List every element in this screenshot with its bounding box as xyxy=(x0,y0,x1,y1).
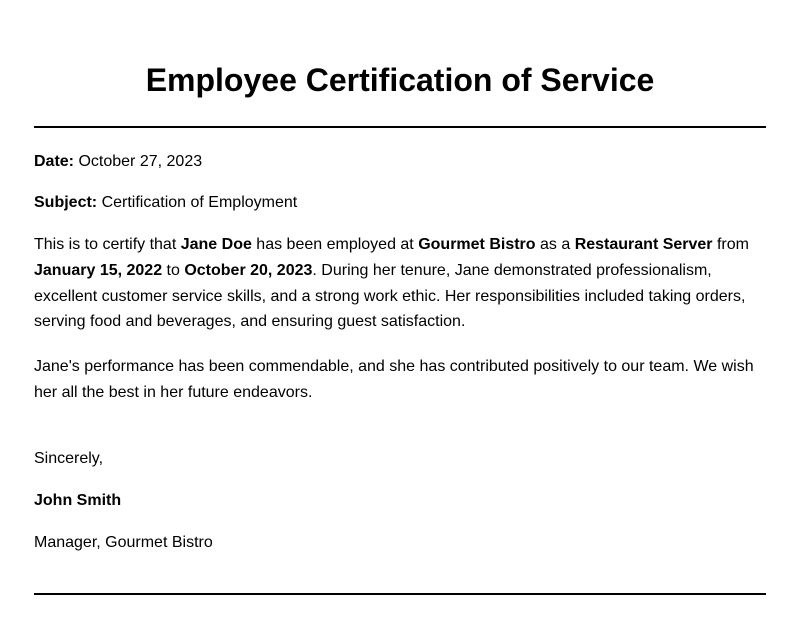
subject-value: Certification of Employment xyxy=(101,194,298,211)
subject-label: Subject: xyxy=(34,194,98,211)
certification-paragraph xyxy=(34,232,774,335)
body-text: . During her tenure, Jane demonstrated professionalism, excellent customer service skills, and a strong work ethic. Her responsibilities included taking orders, serving food and beverages, and ensuring guest satisfaction. xyxy=(34,261,746,331)
position-title: Restaurant Server xyxy=(574,236,713,253)
performance-paragraph: Jane's performance has been commendable, and she has contributed positively to our team. We wish her all the best in her future endeavors. xyxy=(34,358,754,401)
top-divider xyxy=(34,126,766,128)
signatory-title: Manager, Gourmet Bistro xyxy=(34,534,213,551)
date-value: October 27, 2023 xyxy=(78,153,203,170)
end-date: October 20, 2023 xyxy=(184,261,313,279)
date-line xyxy=(34,152,202,172)
company-name: Gourmet Bistro xyxy=(418,236,536,253)
body-text: as a xyxy=(535,236,575,253)
closing-line: Sincerely, xyxy=(34,450,104,467)
body-text: This is to certify that xyxy=(34,236,181,253)
bottom-divider xyxy=(34,593,766,595)
document-title: Employee Certification of Service xyxy=(145,62,655,98)
signatory-name-text: John Smith xyxy=(34,492,122,509)
date-label: Date: xyxy=(34,153,75,170)
body-text: has been employed at xyxy=(251,236,419,253)
body-text: to xyxy=(162,261,185,279)
signatory-name xyxy=(34,491,121,511)
body-text: from xyxy=(712,236,749,253)
employee-name: Jane Doe xyxy=(180,236,252,253)
subject-line xyxy=(34,193,297,213)
start-date: January 15, 2022 xyxy=(34,261,163,279)
